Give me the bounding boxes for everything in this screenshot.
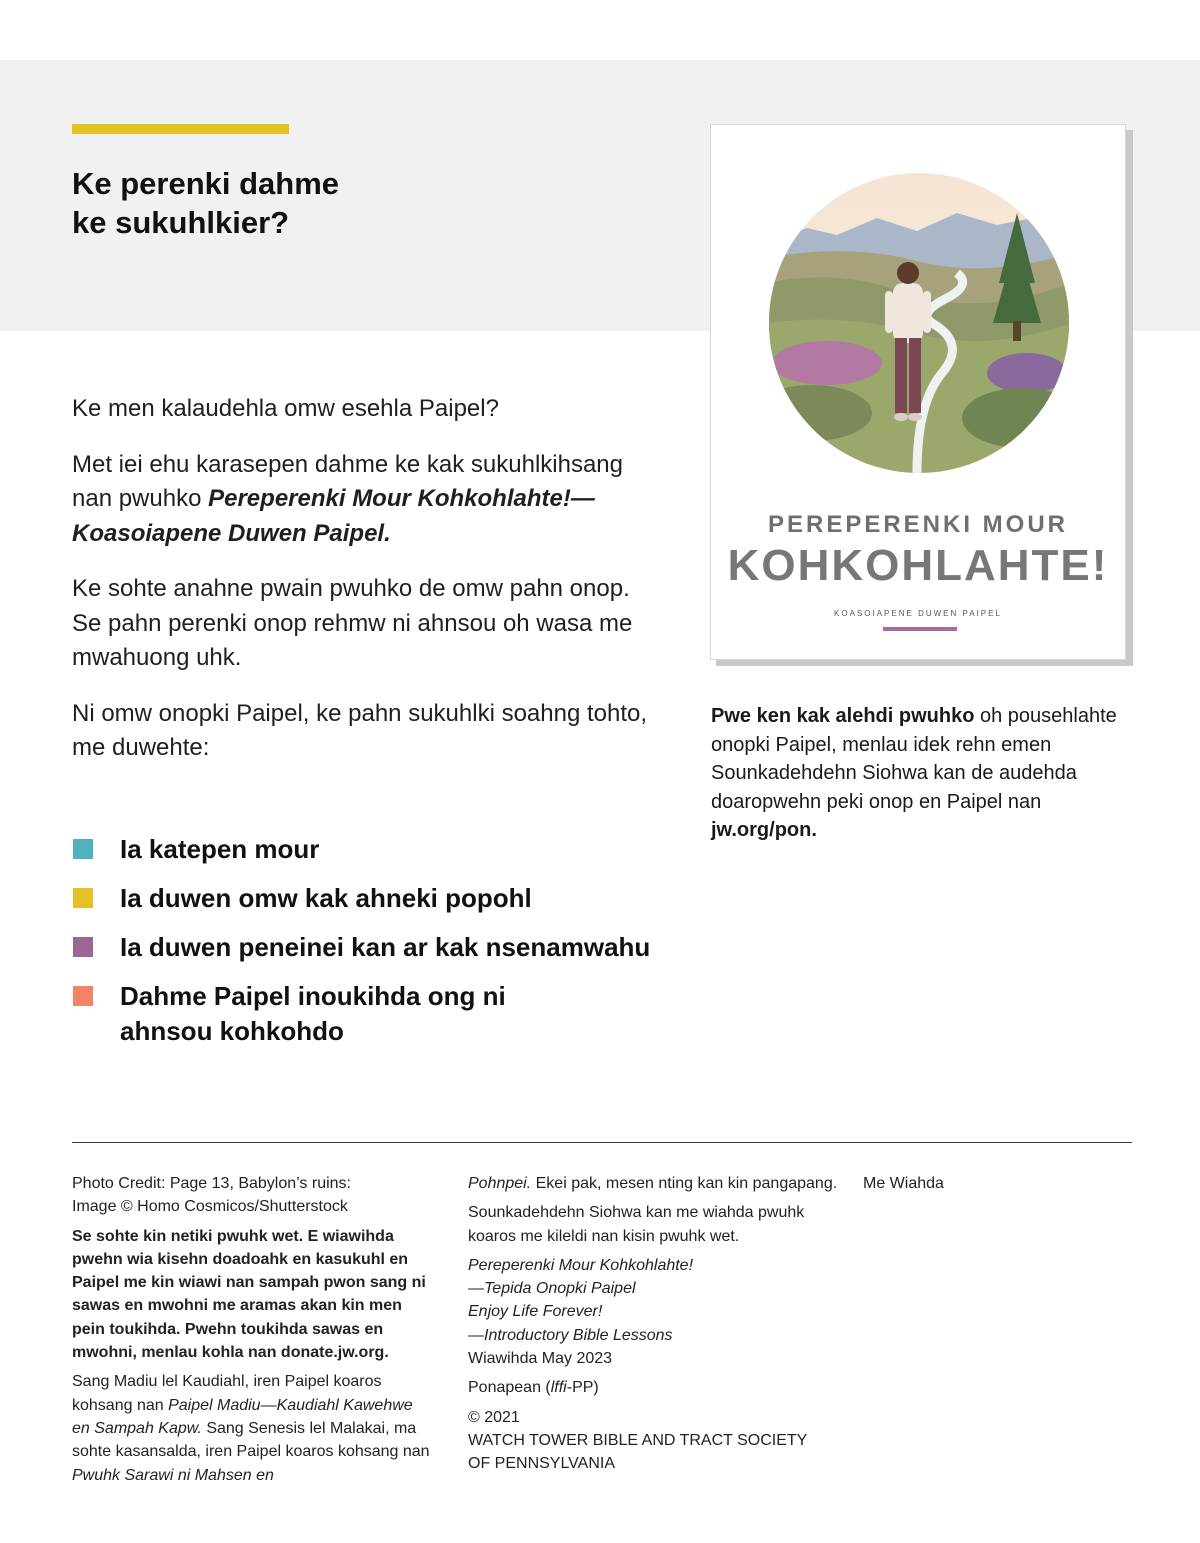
copyright-year: © 2021 <box>468 1408 520 1426</box>
publisher-label: Me Wiahda <box>863 1175 944 1192</box>
footer-column-3 <box>863 1172 1063 1201</box>
topic-list <box>72 832 650 1063</box>
intro-paragraph-2 <box>72 448 652 552</box>
bible-translation-note <box>72 1370 432 1486</box>
copyright <box>468 1406 838 1476</box>
bible-note-text-1: Sang Madiu lel Kaudiahl, iren Paipel koaros kohsang nan <box>72 1373 382 1414</box>
topic-item <box>72 979 650 1049</box>
publication-title-line-2: —Tepida Onopki Paipel <box>468 1280 636 1298</box>
book-title: Pereperenki Mour Kohkohlahte!—Koasoiapene Duwen Paipel. <box>72 485 595 547</box>
topic-item-text: Ia duwen peneinei kan ar kak nsenamwahu <box>120 932 651 962</box>
donation-notice: Se sohte kin netiki pwuhk wet. E wiawihda pwehn wia kisehn doadoahk en kasukuhl en Paipel me kin wiawi nan sampah pwon sang ni sawas en mwohni me aramas akan kin men pein toukihda. Pwehn toukihda sawas en mwohni, menlau kohla nan donate.jw.org. <box>72 1227 426 1362</box>
bullet-square-icon <box>73 937 93 957</box>
photo-credit-line-2: Image © Homo Cosmicos/Shutterstock <box>72 1198 348 1216</box>
bullet-square-icon <box>73 839 93 859</box>
bible-note-continued <box>468 1172 838 1195</box>
page-title <box>72 164 339 242</box>
topic-item <box>72 881 650 916</box>
publication-title-line-4: —Introductory Bible Lessons <box>468 1326 673 1344</box>
topic-item <box>72 832 650 867</box>
publication-titles <box>468 1254 838 1370</box>
publication-title-line-3: Enjoy Life Forever! <box>468 1303 603 1321</box>
photo-credit-line-1: Photo Credit: Page 13, Babylon’s ruins: <box>72 1175 351 1192</box>
footer-column-2 <box>468 1172 838 1482</box>
bible-note-italic-2: Pwuhk Sarawi ni Mahsen en <box>72 1466 274 1484</box>
language-code <box>468 1376 838 1399</box>
publication-title-line-1: Pereperenki Mour Kohkohlahte! <box>468 1256 694 1274</box>
language-name: Ponapean ( <box>468 1379 551 1397</box>
page-title-line-1: Ke perenki dahme <box>72 166 340 201</box>
cover-subtitle: KOASOIAPENE DUWEN PAIPEL <box>834 609 1002 618</box>
photo-credit <box>72 1172 432 1219</box>
man-walking-path-landscape-icon <box>767 173 1071 479</box>
printed-date: Wiawihda May 2023 <box>468 1350 613 1368</box>
intro-text <box>72 392 652 787</box>
society-line-1: WATCH TOWER BIBLE AND TRACT SOCIETY <box>468 1431 808 1449</box>
intro-paragraph-2-text: Met iei ehu karasepen dahme ke kak sukuhlkihsang nan pwuhko <box>72 450 623 512</box>
bullet-square-icon <box>73 888 93 908</box>
book-cover <box>710 124 1126 660</box>
topic-item-text: Ia duwen omw kak ahneki popohl <box>120 883 532 913</box>
language-code-suffix: -PP) <box>566 1379 599 1397</box>
topic-item <box>72 930 650 965</box>
cover-title-line-2: KOHKOHLAHTE! <box>727 541 1109 590</box>
intro-paragraph-4: Ni omw onopki Paipel, ke pahn sukuhlki soahng tohto, me duwehte: <box>72 699 648 761</box>
bible-note-italic-3: Pohnpei. <box>468 1175 532 1192</box>
society-line-2: OF PENNSYLVANIA <box>468 1455 615 1473</box>
topic-item-text: ahnsou kohkohdo <box>120 1016 344 1046</box>
language-code-italic: lffi <box>550 1379 567 1397</box>
intro-paragraph-3: Ke sohte anahne pwain pwuhko de omw pahn onop. Se pahn perenki onop rehmw ni ahnsou oh wasa me mwahuong uhk. <box>72 575 633 671</box>
bible-note-text-3: Ekei pak, mesen nting kan kin pangapang. <box>531 1175 838 1192</box>
footer-divider <box>72 1142 1132 1143</box>
footer-column-1 <box>72 1172 432 1493</box>
page-title-line-2: ke sukuhlkier? <box>72 205 290 240</box>
bible-note-text-2: Sang Senesis lel Malakai, ma sohte kasansalda, iren Paipel koaros kohsang nan <box>72 1419 430 1461</box>
topic-item-text: Ia katepen mour <box>120 834 320 864</box>
website-link[interactable]: jw.org/pon. <box>711 819 817 841</box>
side-note <box>711 702 1131 845</box>
topic-item-text: Dahme Paipel inoukihda ong ni <box>120 981 506 1011</box>
witness-note: Sounkadehdehn Siohwa kan me wiahda pwuhk koaros me kileldi nan kisin pwuhk wet. <box>468 1204 805 1245</box>
bullet-square-icon <box>73 986 93 1006</box>
cover-title-line-1: PEREPERENKI MOUR <box>767 511 1069 538</box>
cover-accent-line <box>883 627 957 631</box>
side-note-lead: Pwe ken kak alehdi pwuhko <box>711 705 975 727</box>
accent-bar <box>72 124 289 134</box>
side-note-text: oh pousehlahte onopki Paipel, menlau idek rehn emen Sounkadehdehn Siohwa kan de audehda doaropwehn peki onop en Paipel nan <box>711 705 1117 813</box>
intro-paragraph-1: Ke men kalaudehla omw esehla Paipel? <box>72 395 499 422</box>
bible-note-italic-1: Paipel Madiu—Kaudiahl Kawehwe en Sampah Kapw. <box>72 1396 413 1437</box>
